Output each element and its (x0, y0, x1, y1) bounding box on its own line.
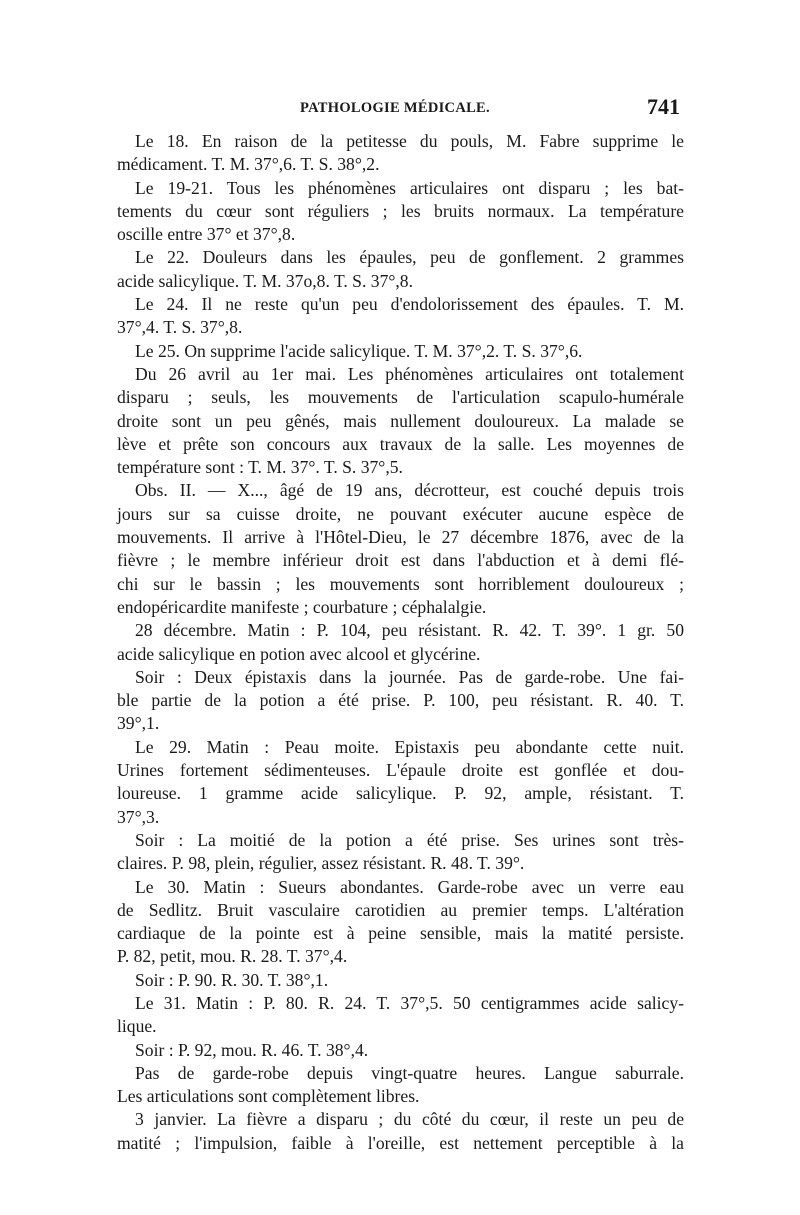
text-line: Obs. II. — X..., âgé de 19 ans, décrotteur, est couché depuis trois (135, 480, 684, 501)
text-line: Le 24. Il ne reste qu'un peu d'endolorissement des épaules. T. M. (135, 294, 684, 315)
text-line: de Sedlitz. Bruit vasculaire carotidien au premier temps. L'altération (117, 899, 684, 920)
text-line: Urines fortement sédimenteuses. L'épaule droite est gonflée et dou- (117, 760, 684, 781)
text-line: Le 31. Matin : P. 80. R. 24. T. 37°,5. 50 centigrammes acide salicy- (135, 992, 684, 1013)
text-line: Le 18. En raison de la petitesse du pouls, M. Fabre supprime le (135, 131, 684, 151)
text-line: température sont : T. M. 37°. T. S. 37°,5. (117, 457, 403, 478)
text-line: acide salicylique en potion avec alcool et glycérine. (117, 643, 481, 664)
body-text (117, 130, 684, 1155)
text-line: Le 29. Matin : Peau moite. Epistaxis peu abondante cette nuit. (135, 736, 684, 757)
text-line: Du 26 avril au 1er mai. Les phénomènes articulaires ont totalement (135, 363, 684, 384)
page-number: 741 (647, 94, 680, 119)
text-line: cardiaque de la pointe est à peine sensible, mais la matité persiste. (117, 923, 684, 944)
text-line: chi sur le bassin ; les mouvements sont horriblement douloureux ; (117, 573, 684, 594)
text-line: matité ; l'impulsion, faible à l'oreille, est nettement perceptible à la (117, 1132, 684, 1153)
running-title: PATHOLOGIE MÉDICALE. (300, 100, 490, 116)
text-line: Soir : La moitié de la potion a été prise. Ses urines sont très- (135, 829, 684, 850)
text-line: 39°,1. (117, 713, 160, 734)
text-line: lève et prête son concours aux travaux de la salle. Les moyennes de (117, 433, 684, 454)
text-line: 28 décembre. Matin : P. 104, peu résistant. R. 42. T. 39°. 1 gr. 50 (135, 620, 684, 641)
text-line: acide salicylique. T. M. 37o,8. T. S. 37°,8. (117, 270, 413, 291)
text-line: Le 22. Douleurs dans les épaules, peu de gonflement. 2 grammes (135, 247, 684, 268)
text-line: ble partie de la potion a été prise. P. 100, peu résistant. R. 40. T. (117, 690, 684, 711)
text-line: Le 30. Matin : Sueurs abondantes. Garde-robe avec un verre eau (135, 876, 684, 897)
text-line: endopéricardite manifeste ; courbature ; céphalalgie. (117, 596, 487, 617)
text-line: Le 19-21. Tous les phénomènes articulaires ont disparu ; les bat- (135, 177, 684, 198)
text-line: jours sur sa cuisse droite, ne pouvant exécuter aucune espèce de (117, 503, 684, 524)
text-line: Pas de garde-robe depuis vingt-quatre heures. Langue saburrale. (135, 1062, 684, 1083)
text-line: Les articulations sont complètement libres. (117, 1086, 420, 1107)
text-line: lique. (117, 1016, 157, 1037)
text-line: Soir : P. 90. R. 30. T. 38°,1. (135, 969, 329, 990)
text-line: oscille entre 37° et 37°,8. (117, 224, 296, 245)
text-line: tements du cœur sont réguliers ; les bruits normaux. La température (117, 200, 684, 221)
text-line: médicament. T. M. 37°,6. T. S. 38°,2. (117, 154, 380, 175)
text-line: Soir : Deux épistaxis dans la journée. Pas de garde-robe. Une fai- (135, 666, 684, 687)
text-line: Soir : P. 92, mou. R. 46. T. 38°,4. (135, 1039, 369, 1060)
text-line: disparu ; seuls, les mouvements de l'articulation scapulo-humérale (117, 387, 684, 408)
text-line: 37°,4. T. S. 37°,8. (117, 317, 243, 338)
text-line: P. 82, petit, mou. R. 28. T. 37°,4. (117, 946, 348, 967)
text-line: loureuse. 1 gramme acide salicylique. P. 92, ample, résistant. T. (117, 783, 684, 804)
text-line: fièvre ; le membre inférieur droit est dans l'abduction et à demi flé- (117, 550, 684, 571)
text-line: claires. P. 98, plein, régulier, assez résistant. R. 48. T. 39°. (117, 853, 525, 874)
page-header (117, 94, 680, 118)
text-line: Le 25. On supprime l'acide salicylique. T. M. 37°,2. T. S. 37°,6. (135, 340, 583, 361)
text-line: droite sont un peu gênés, mais nullement douloureux. La malade se (117, 410, 684, 431)
text-line: mouvements. Il arrive à l'Hôtel-Dieu, le 27 décembre 1876, avec de la (117, 527, 684, 548)
text-line: 37°,3. (117, 806, 160, 827)
text-line: 3 janvier. La fièvre a disparu ; du côté du cœur, il reste un peu de (135, 1109, 684, 1130)
